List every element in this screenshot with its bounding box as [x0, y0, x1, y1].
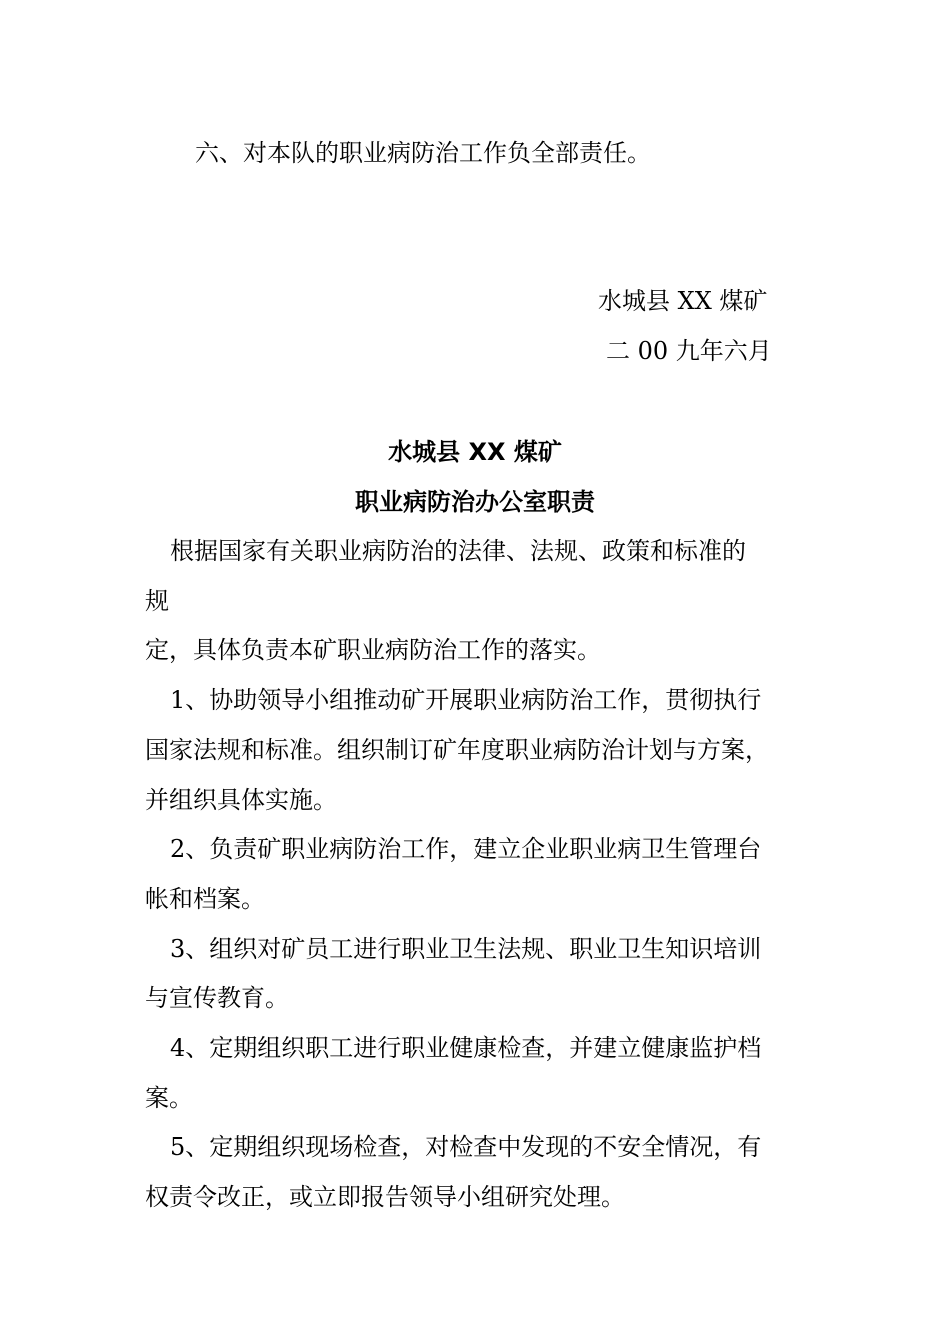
- duty-line: 国家法规和标准。组织制订矿年度职业病防治计划与方案，: [145, 736, 769, 764]
- duty-line: 2、负责矿职业病防治工作，建立企业职业病卫生管理台: [170, 835, 762, 863]
- duty-line: 1、协助领导小组推动矿开展职业病防治工作，贯彻执行: [170, 686, 762, 714]
- duty-line: 并组织具体实施。: [145, 786, 337, 814]
- duty-line: 3、组织对矿员工进行职业卫生法规、职业卫生知识培训: [170, 935, 762, 963]
- heading-title: 职业病防治办公室职责: [355, 488, 595, 516]
- duty-line: 权责令改正，或立即报告领导小组研究处理。: [145, 1183, 625, 1211]
- heading-org: 水城县 XX 煤矿: [388, 438, 562, 466]
- intro-line: 根据国家有关职业病防治的法律、法规、政策和标准的: [170, 537, 746, 565]
- intro-line: 定，具体负责本矿职业病防治工作的落实。: [145, 636, 601, 664]
- duty-line: 案。: [145, 1084, 193, 1112]
- duty-line: 5、定期组织现场检查，对检查中发现的不安全情况，有: [170, 1133, 762, 1161]
- signature-date: 二 00 九年六月: [606, 337, 772, 365]
- signature-org: 水城县 XX 煤矿: [598, 287, 768, 315]
- top-item-six: 六、对本队的职业病防治工作负全部责任。: [195, 139, 651, 167]
- duty-line: 4、定期组织职工进行职业健康检查，并建立健康监护档: [170, 1034, 762, 1062]
- intro-line: 规: [145, 587, 169, 615]
- duty-line: 帐和档案。: [145, 885, 265, 913]
- duty-line: 与宣传教育。: [145, 984, 289, 1012]
